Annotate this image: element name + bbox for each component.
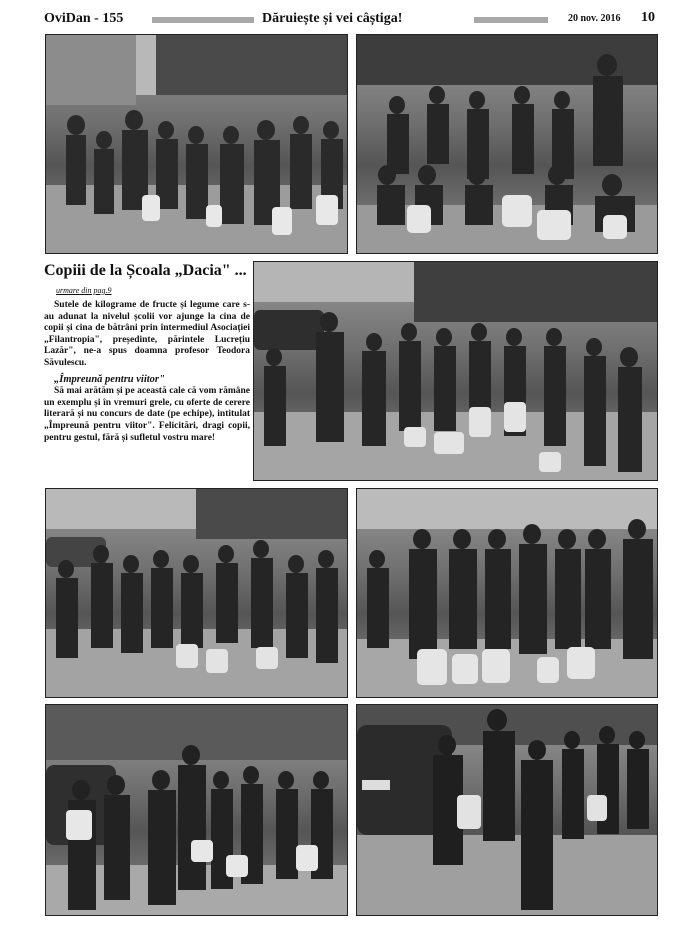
photo-2-image [357,35,657,253]
photo-6-image [46,705,347,915]
group-photo-3 [253,261,658,481]
photo-5-image [357,489,657,697]
license-plate [362,780,390,790]
group-photo-4 [45,488,348,698]
group-photo-7 [356,704,658,916]
publication-name: OviDan - 155 [44,11,124,26]
article-body [44,300,250,444]
photo-4-image [46,489,347,697]
page-header [0,0,700,30]
group-photo-5 [356,488,658,698]
article-column [44,262,250,480]
article-paragraph-2: Să mai arătăm și pe această cale că vom rămâne un exemplu și în vremuri grele, cu oferte de cerere literară și nu concurs de date (pe echipe), intitulat „Împreună pentru viitor". Felicitări, dragi copii, pentru gestul, fără și sufletul vostru mare! [44,386,250,443]
article-subheading: „Împreună pentru viitor" [54,373,165,385]
article-title: Copiii de la Școala „Dacia" ... [44,262,247,279]
header-divider-left [152,17,254,23]
continued-from-note: urmare din pag.9 [56,286,112,295]
photo-3-image [254,262,657,480]
photo-1-image [46,35,347,253]
page-number: 10 [641,10,655,25]
group-photo-2 [356,34,658,254]
photo-7-image [357,705,657,915]
issue-date: 20 nov. 2016 [568,13,621,24]
group-photo-1 [45,34,348,254]
header-divider-right [474,17,548,23]
group-photo-6 [45,704,348,916]
header-slogan: Dăruiește și vei câștiga! [262,11,403,26]
article-paragraph-1: Sutele de kilograme de fructe și legume care s-au adunat la nivelul școlii vor ajunge la cina de copii și cina de bătrâni prin intermediul Asociației „Filantropia", președinte, părintele Lucrețiu Lazăr", ne-a spus doamna profesor Teodora Săvulescu. [44,300,250,368]
